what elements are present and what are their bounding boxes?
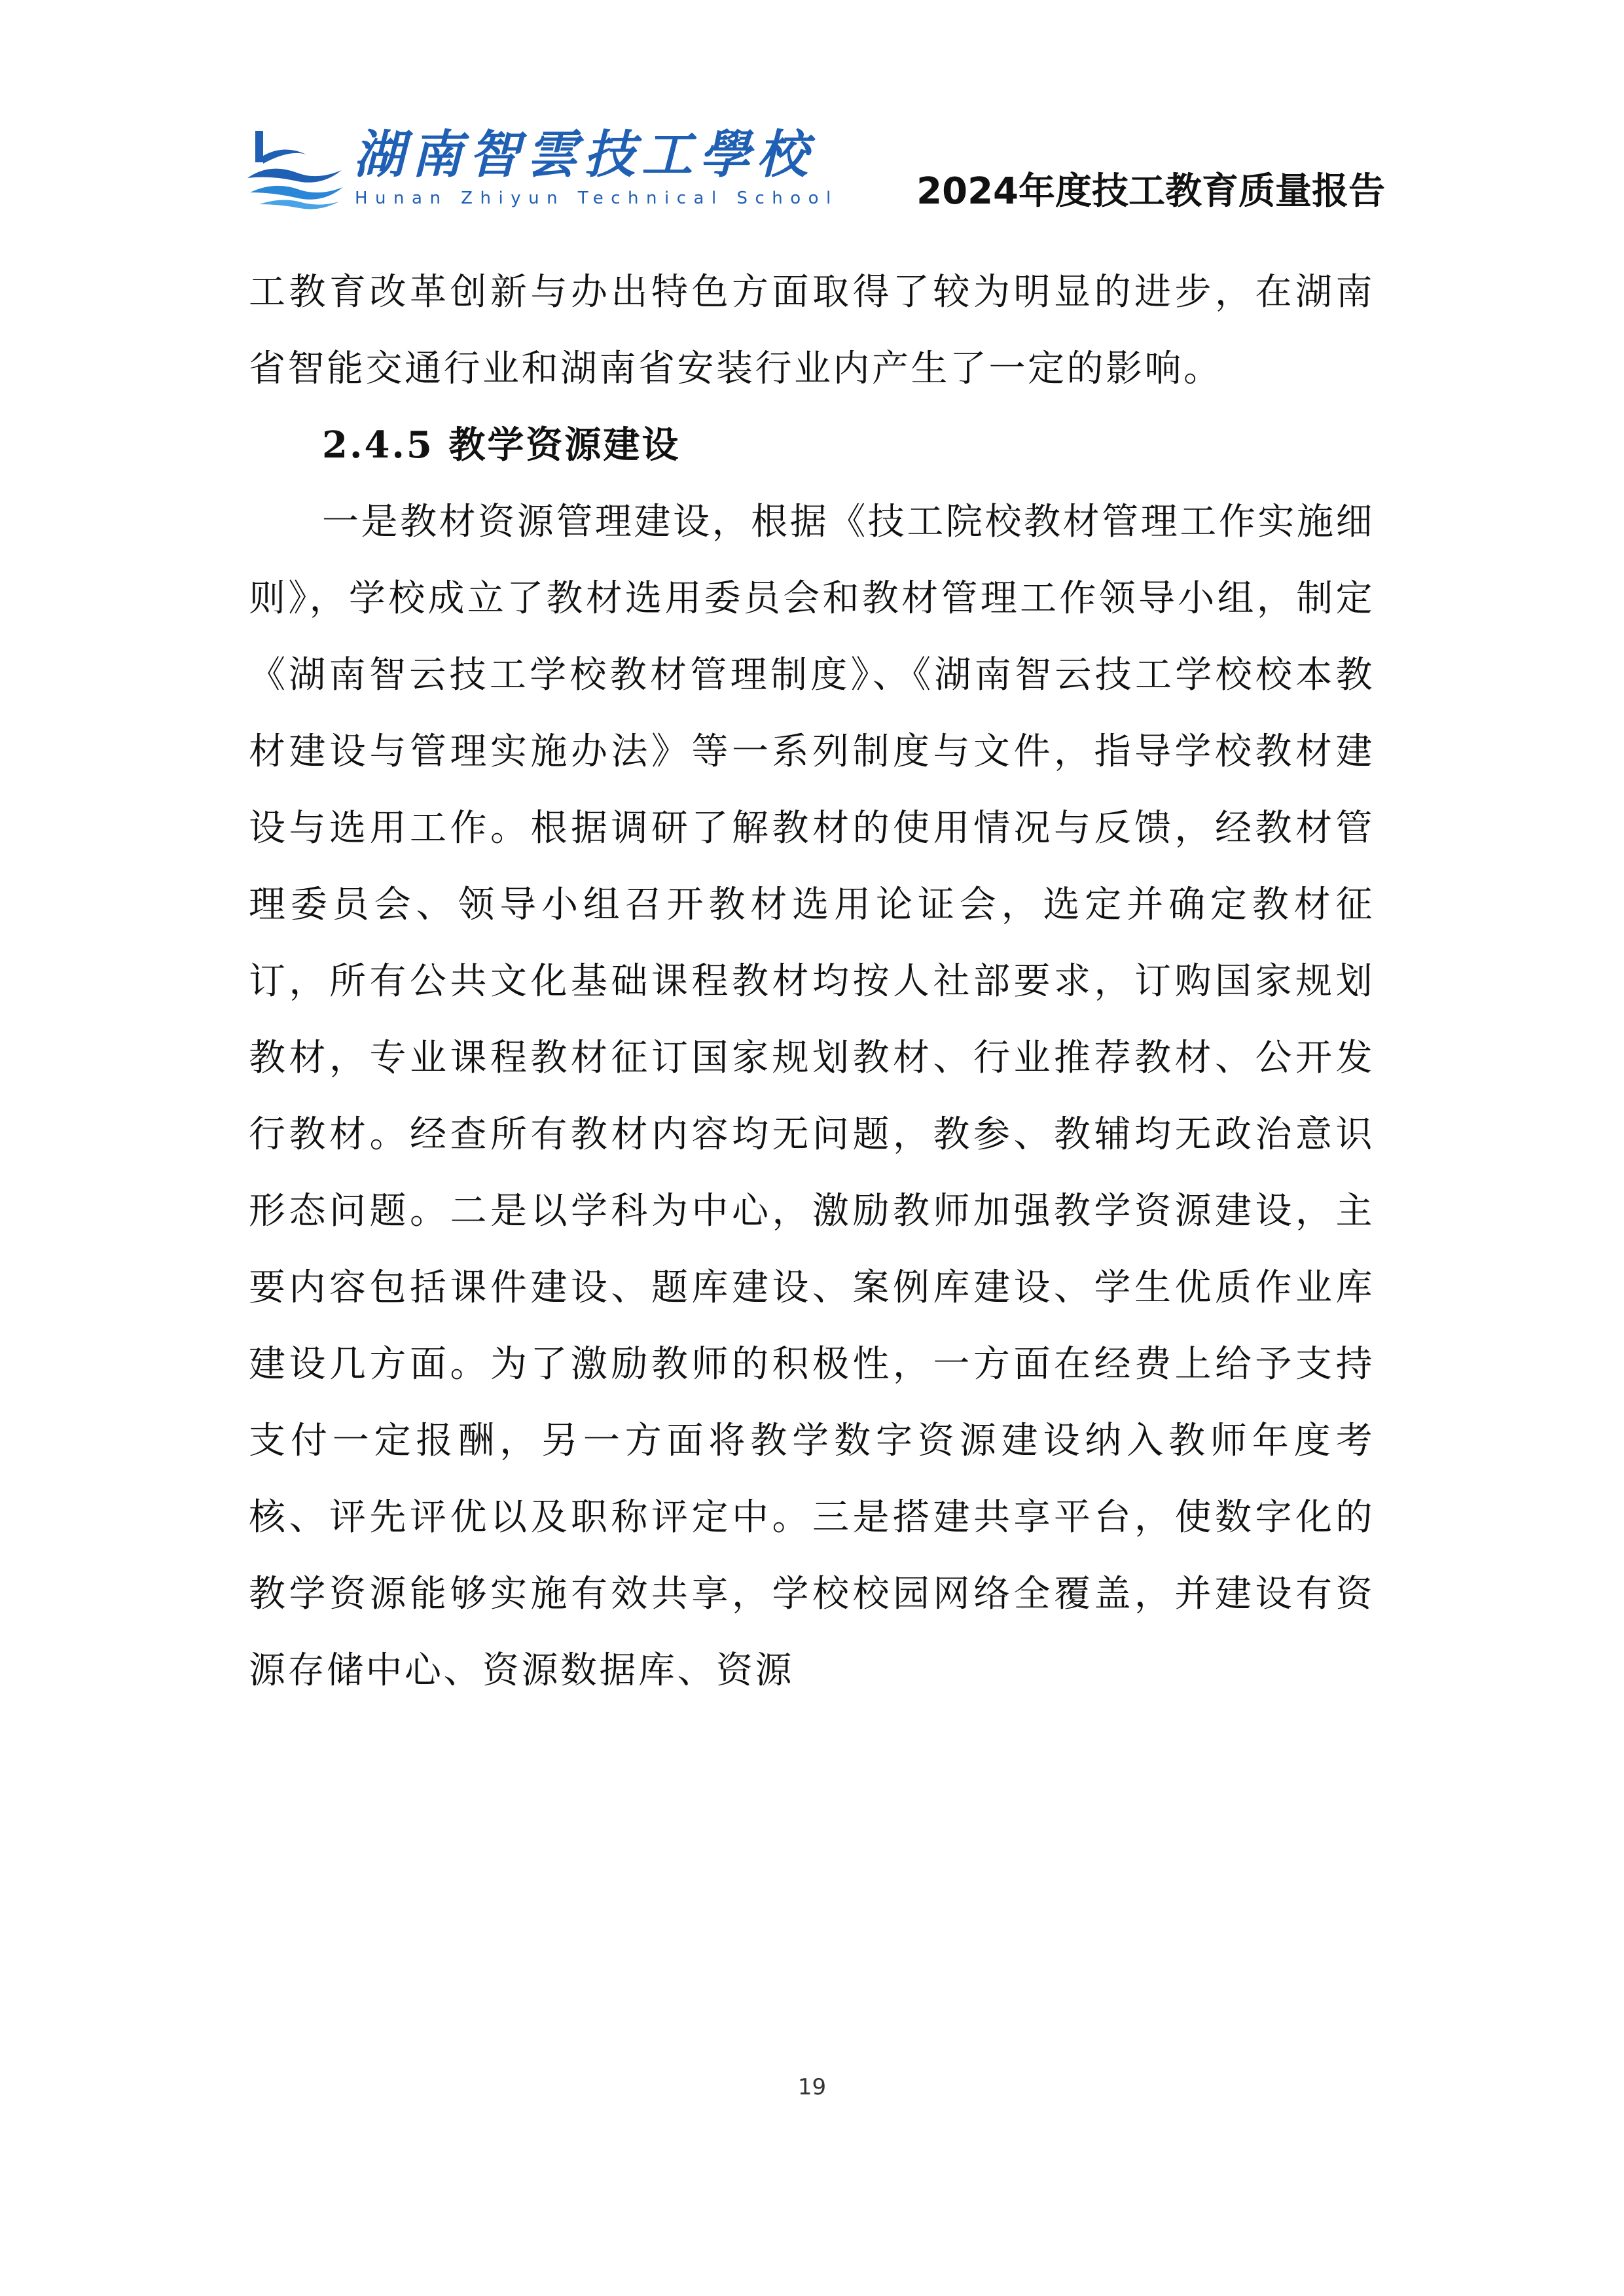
page-number: 19 bbox=[797, 2074, 827, 2100]
section-heading: 2.4.5 教学资源建设 bbox=[322, 423, 681, 467]
report-title: 2024年度技工教育质量报告 bbox=[916, 170, 1385, 213]
document-body bbox=[249, 254, 1375, 1709]
wave-logo-icon bbox=[244, 124, 348, 209]
school-name-chinese: 湖南智雲技工學校 bbox=[353, 125, 815, 185]
continued-paragraph: 工教育改革创新与办出特色方面取得了较为明显的进步，在湖南省智能交通行业和湖南省安装行业内产生了一定的影响。 bbox=[249, 271, 1375, 390]
page-header bbox=[0, 0, 1624, 236]
school-logo bbox=[244, 124, 839, 216]
school-name-english: Hunan Zhiyun Technical School bbox=[355, 188, 839, 208]
body-paragraph: 一是教材资源管理建设，根据《技工院校教材管理工作实施细则》，学校成立了教材选用委员会和教材管理工作领导小组，制定《湖南智云技工学校教材管理制度》、《湖南智云技工学校校本教材建设与管理实施办法》等一系列制度与文件，指导学校教材建设与选用工作。根据调研了解教材的使用情况与反馈，经教材管理委员会、领导小组召开教材选用论证会，选定并确定教材征订，所有公共文化基础课程教材均按人社部要求，订购国家规划教材，专业课程教材征订国家规划教材、行业推荐教材、公开发行教材。经查所有教材内容均无问题，教参、教辅均无政治意识形态问题。二是以学科为中心，激励教师加强教学资源建设，主要内容包括课件建设、题库建设、案例库建设、学生优质作业库建设几方面。为了激励教师的积极性，一方面在经费上给予支持支付一定报酬，另一方面将教学数字资源建设纳入教师年度考核、评先评优以及职称评定中。三是搭建共享平台，使数字化的教学资源能够实施有效共享，学校校园网络全覆盖，并建设有资源存储中心、资源数据库、资源 bbox=[249, 501, 1375, 1692]
